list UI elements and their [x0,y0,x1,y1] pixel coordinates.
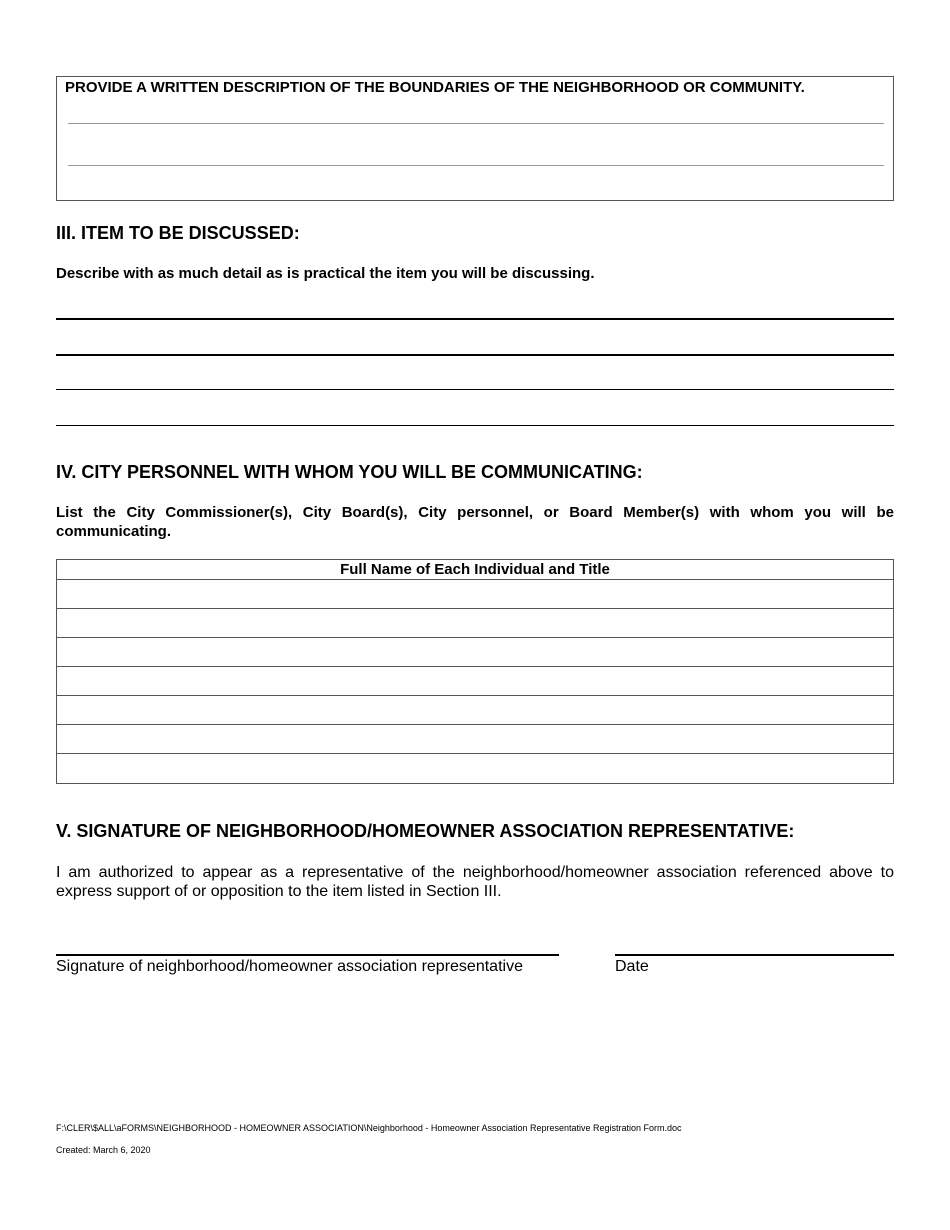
date-label: Date [615,958,649,975]
section-4-instruction: List the City Commissioner(s), City Board(s), City personnel, or Board Member(s) with whom you will be communicating. [56,504,894,540]
signature-line[interactable] [56,954,559,956]
footer-created-date: Created: March 6, 2020 [56,1145,151,1155]
discussion-line-1[interactable] [56,318,894,320]
table-row[interactable] [57,580,893,609]
table-row[interactable] [57,667,893,696]
boundary-line-2[interactable] [68,165,884,166]
discussion-line-3[interactable] [56,389,894,390]
discussion-line-4[interactable] [56,425,894,426]
table-row[interactable] [57,754,893,783]
section-4-heading: IV. CITY PERSONNEL WITH WHOM YOU WILL BE COMMUNICATING: [56,462,643,482]
boundary-line-1[interactable] [68,123,884,124]
boundary-description-title: PROVIDE A WRITTEN DESCRIPTION OF THE BOUNDARIES OF THE NEIGHBORHOOD OR COMMUNITY. [65,79,805,96]
footer-file-path: F:\CLER\$ALL\aFORMS\NEIGHBORHOOD - HOMEOWNER ASSOCIATION\Neighborhood - Homeowner Association Representative Registration Form.doc [56,1123,682,1133]
table-header-full-name-title: Full Name of Each Individual and Title [57,560,893,580]
discussion-line-2[interactable] [56,354,894,356]
table-row[interactable] [57,638,893,667]
personnel-table [56,559,894,784]
date-line[interactable] [615,954,894,956]
section-3-instruction: Describe with as much detail as is practical the item you will be discussing. [56,265,595,282]
boundary-description-box [56,76,894,201]
signature-label: Signature of neighborhood/homeowner association representative [56,958,523,975]
section-3-heading: III. ITEM TO BE DISCUSSED: [56,223,300,243]
table-row[interactable] [57,696,893,725]
section-5-heading: V. SIGNATURE OF NEIGHBORHOOD/HOMEOWNER ASSOCIATION REPRESENTATIVE: [56,821,795,841]
table-row[interactable] [57,725,893,754]
authorization-statement: I am authorized to appear as a representative of the neighborhood/homeowner association referenced above to express support of or opposition to the item listed in Section III. [56,864,894,900]
table-row[interactable] [57,609,893,638]
